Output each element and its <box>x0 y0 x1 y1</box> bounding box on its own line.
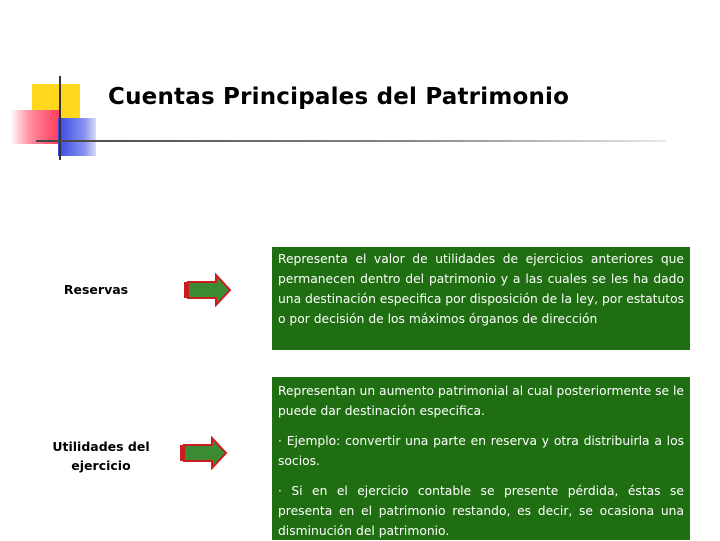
loss-bullet: · Si en el ejercicio contable se presente pérdida, éstas se presenta en el patrimonio restando, es decir, se ocasiona una disminución del patrimonio. <box>278 484 684 538</box>
example-bullet: · Ejemplo: convertir una parte en reserva y otra distribuirla a los socios. <box>278 434 684 468</box>
title-underline <box>36 140 666 142</box>
slide-title: Cuentas Principales del Patrimonio <box>108 84 570 110</box>
row-label-reservas: Reservas <box>63 282 129 297</box>
row-label-line: Utilidades del <box>52 439 150 454</box>
arrow-right-icon <box>184 273 232 307</box>
description-text: Representa el valor de utilidades de ejercicios anteriores que permanecen dentro del patrimonio y a las cuales se les ha dado una destinación especifica por disposición de la ley, por estatutos o por decisión de los máximos órganos de dirección <box>278 252 684 326</box>
description-box-utilidades <box>272 377 690 540</box>
logo-vertical-line <box>59 76 61 160</box>
logo-blue-square <box>58 118 96 156</box>
row-label-utilidades <box>46 437 156 475</box>
description-box-reservas <box>272 247 690 350</box>
description-text: Representan un aumento patrimonial al cual posteriormente se le puede dar destinación especifica. <box>278 384 684 418</box>
arrow-right-icon <box>180 436 228 470</box>
logo-red-square <box>10 110 60 144</box>
row-label-line: ejercicio <box>71 458 131 473</box>
